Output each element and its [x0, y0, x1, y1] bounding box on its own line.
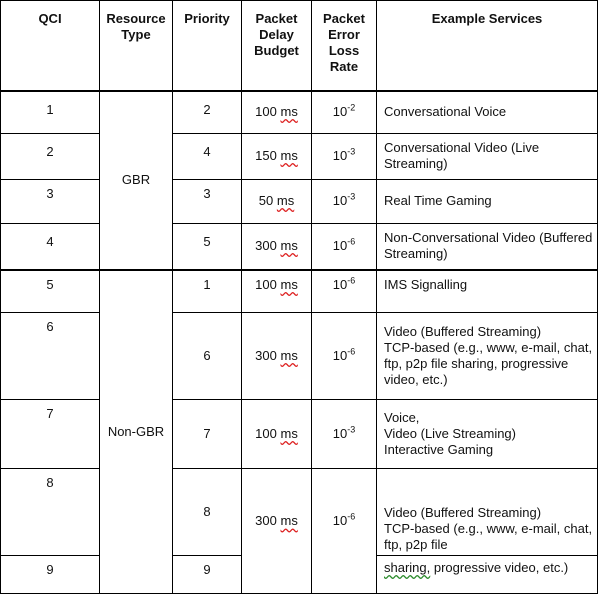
services-cell: Video (Buffered Streaming) TCP-based (e.g., www, e-mail, chat, ftp, p2p file sharing, progressive video, etc.) — [377, 313, 598, 400]
header-example-services: Example Services — [377, 1, 598, 91]
delay-cell: 100 ms — [242, 400, 312, 469]
table-row — [1, 133, 598, 179]
qci-cell: 6 — [1, 313, 100, 400]
qci-cell: 4 — [1, 223, 100, 270]
header-row — [1, 1, 598, 91]
priority-cell: 4 — [173, 133, 242, 179]
qci-cell: 9 — [1, 556, 100, 594]
qci-cell: 2 — [1, 133, 100, 179]
loss-cell: $10^{-2}$ — [312, 91, 377, 134]
loss-cell: $10^{-6}$ — [312, 313, 377, 400]
services-cell: Conversational Voice — [377, 91, 598, 134]
priority-cell: 7 — [173, 400, 242, 469]
services-cell-merged-lower: sharing, progressive video, etc.) — [377, 556, 598, 594]
table-row — [1, 313, 598, 400]
loss-cell: $10^{-6}$ — [312, 223, 377, 270]
resource-type-non-gbr: Non-GBR — [100, 270, 173, 593]
loss-cell: $10^{-6}$ — [312, 270, 377, 313]
qci-cell: 8 — [1, 469, 100, 556]
priority-cell: 6 — [173, 313, 242, 400]
delay-cell: 150 ms — [242, 133, 312, 179]
qci-cell: 3 — [1, 179, 100, 223]
header-loss-rate: Packet Error Loss Rate — [312, 1, 377, 91]
delay-cell: 50 ms — [242, 179, 312, 223]
qci-cell: 5 — [1, 270, 100, 313]
table-row — [1, 400, 598, 469]
resource-type-gbr: GBR — [100, 91, 173, 271]
qci-cell: 7 — [1, 400, 100, 469]
table-row — [1, 469, 598, 556]
loss-cell: $10^{-3}$ — [312, 400, 377, 469]
table-row — [1, 270, 598, 313]
table-row — [1, 91, 598, 134]
delay-cell: 300 ms — [242, 223, 312, 270]
priority-cell: 1 — [173, 270, 242, 313]
loss-cell-merged: $10^{-6}$ — [312, 469, 377, 594]
table-row — [1, 223, 598, 270]
delay-cell-merged: 300 ms — [242, 469, 312, 594]
services-cell: Real Time Gaming — [377, 179, 598, 223]
header-resource-type: Resource Type — [100, 1, 173, 91]
services-cell: Non-Conversational Video (Buffered Streaming) — [377, 223, 598, 270]
header-priority: Priority — [173, 1, 242, 91]
header-qci: QCI — [1, 1, 100, 91]
table-row — [1, 179, 598, 223]
header-delay-budget: Packet Delay Budget — [242, 1, 312, 91]
priority-cell: 8 — [173, 469, 242, 556]
services-cell: Conversational Video (Live Streaming) — [377, 133, 598, 179]
priority-cell: 9 — [173, 556, 242, 594]
services-cell: IMS Signalling — [377, 270, 598, 313]
qci-cell: 1 — [1, 91, 100, 134]
delay-cell: 300 ms — [242, 313, 312, 400]
priority-cell: 5 — [173, 223, 242, 270]
priority-cell: 3 — [173, 179, 242, 223]
loss-cell: $10^{-3}$ — [312, 179, 377, 223]
services-cell: Voice, Video (Live Streaming) Interactive Gaming — [377, 400, 598, 469]
delay-cell: 100 ms — [242, 91, 312, 134]
loss-cell: $10^{-3}$ — [312, 133, 377, 179]
delay-cell: 100 ms — [242, 270, 312, 313]
services-cell-merged-upper: Video (Buffered Streaming) TCP-based (e.g., www, e-mail, chat, ftp, p2p file — [377, 469, 598, 556]
priority-cell: 2 — [173, 91, 242, 134]
